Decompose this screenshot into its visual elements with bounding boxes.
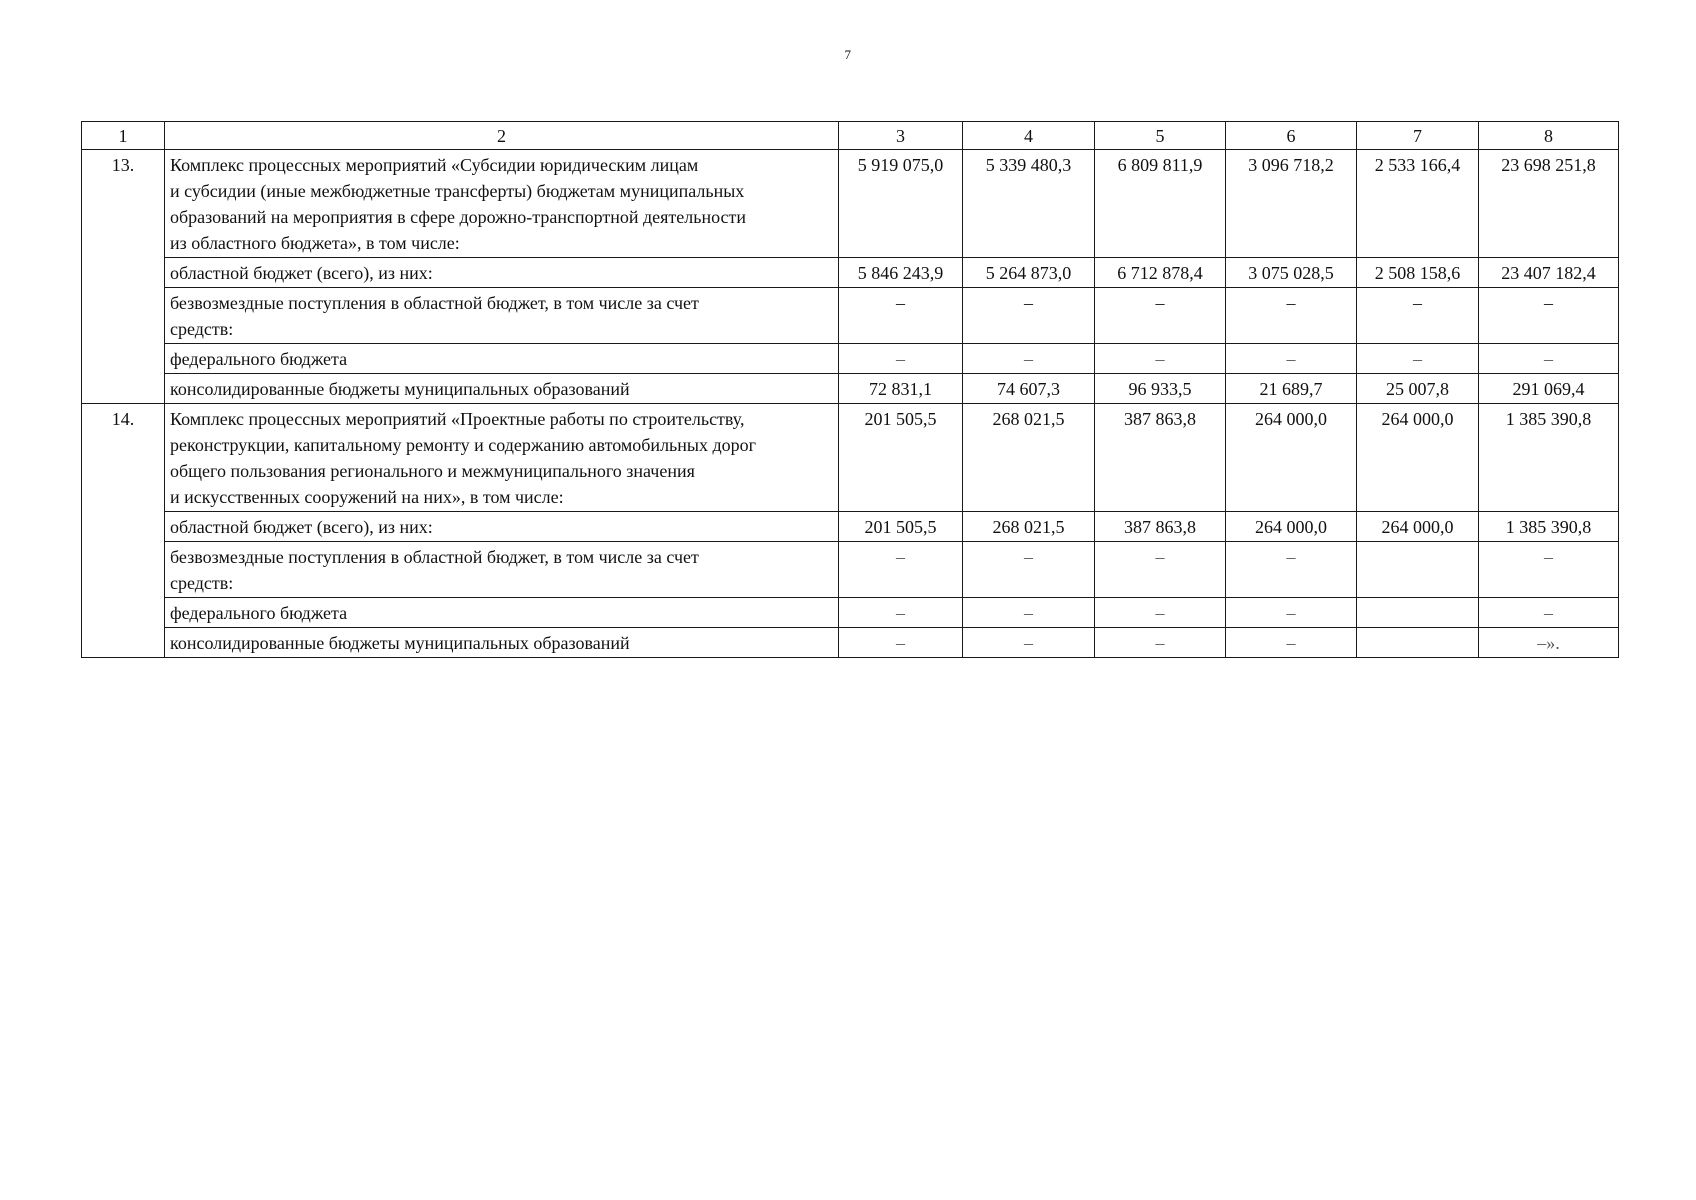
- header-cell: 2: [165, 122, 839, 150]
- table-row: [82, 512, 1619, 542]
- value-cell: 264 000,0: [1357, 512, 1479, 542]
- value-cell: –».: [1479, 628, 1619, 658]
- header-cell: 5: [1095, 122, 1226, 150]
- description-line: федерального бюджета: [170, 349, 348, 369]
- row-description: [165, 258, 839, 288]
- value-cell: –: [1095, 288, 1226, 344]
- value-cell: 3 096 718,2: [1226, 150, 1357, 258]
- value-cell: 25 007,8: [1357, 374, 1479, 404]
- description-line: средств:: [170, 573, 234, 593]
- value-cell: –: [1095, 344, 1226, 374]
- value-cell: 96 933,5: [1095, 374, 1226, 404]
- description-line: и субсидии (иные межбюджетные трансферты) бюджетам муниципальных: [170, 181, 745, 201]
- value-cell: 23 698 251,8: [1479, 150, 1619, 258]
- description-line: областной бюджет (всего), из них:: [170, 517, 433, 537]
- value-cell: 6 809 811,9: [1095, 150, 1226, 258]
- value-cell: 1 385 390,8: [1479, 512, 1619, 542]
- value-cell: 264 000,0: [1226, 512, 1357, 542]
- value-cell: –: [1226, 598, 1357, 628]
- value-cell: –: [1479, 598, 1619, 628]
- value-cell: –: [963, 344, 1095, 374]
- value-cell: 3 075 028,5: [1226, 258, 1357, 288]
- description-line: областной бюджет (всего), из них:: [170, 263, 433, 283]
- row-description: [165, 288, 839, 344]
- table-row: [82, 374, 1619, 404]
- value-cell: –: [1095, 628, 1226, 658]
- budget-table: [81, 121, 1619, 658]
- description-line: Комплекс процессных мероприятий «Субсидии юридическим лицам: [170, 155, 699, 175]
- value-cell: [1357, 628, 1479, 658]
- header-cell: 1: [82, 122, 165, 150]
- description-line: федерального бюджета: [170, 603, 348, 623]
- value-cell: 23 407 182,4: [1479, 258, 1619, 288]
- header-cell: 7: [1357, 122, 1479, 150]
- value-cell: 5 264 873,0: [963, 258, 1095, 288]
- value-cell: –: [963, 288, 1095, 344]
- value-cell: –: [1095, 598, 1226, 628]
- value-cell: –: [963, 598, 1095, 628]
- description-line: реконструкции, капитальному ремонту и содержанию автомобильных дорог: [170, 435, 757, 455]
- table-row: [82, 288, 1619, 344]
- value-cell: 201 505,5: [839, 404, 963, 512]
- table-row: [82, 542, 1619, 598]
- value-cell: –: [839, 344, 963, 374]
- value-cell: –: [1479, 542, 1619, 598]
- value-cell: 74 607,3: [963, 374, 1095, 404]
- value-cell: 291 069,4: [1479, 374, 1619, 404]
- value-cell: 268 021,5: [963, 512, 1095, 542]
- row-number: 14.: [82, 404, 165, 658]
- value-cell: [1357, 542, 1479, 598]
- value-cell: –: [839, 288, 963, 344]
- value-cell: –: [839, 598, 963, 628]
- table-row: [82, 404, 1619, 512]
- row-description: [165, 598, 839, 628]
- value-cell: 268 021,5: [963, 404, 1095, 512]
- value-cell: 5 846 243,9: [839, 258, 963, 288]
- table-row: [82, 258, 1619, 288]
- row-description: [165, 374, 839, 404]
- value-cell: 72 831,1: [839, 374, 963, 404]
- description-line: средств:: [170, 319, 234, 339]
- description-line: общего пользования регионального и межмуниципального значения: [170, 461, 695, 481]
- value-cell: 1 385 390,8: [1479, 404, 1619, 512]
- value-cell: –: [839, 542, 963, 598]
- value-cell: [1357, 598, 1479, 628]
- value-cell: –: [1226, 344, 1357, 374]
- description-line: консолидированные бюджеты муниципальных образований: [170, 633, 630, 653]
- value-cell: 264 000,0: [1357, 404, 1479, 512]
- page-number: 7: [844, 47, 852, 62]
- description-line: консолидированные бюджеты муниципальных образований: [170, 379, 630, 399]
- description-line: безвозмездные поступления в областной бюджет, в том числе за счет: [170, 547, 699, 567]
- value-cell: –: [1095, 542, 1226, 598]
- description-line: и искусственных сооружений на них», в том числе:: [170, 487, 564, 507]
- table-row: [82, 344, 1619, 374]
- value-cell: –: [963, 542, 1095, 598]
- value-cell: 2 508 158,6: [1357, 258, 1479, 288]
- value-cell: –: [963, 628, 1095, 658]
- header-cell: 6: [1226, 122, 1357, 150]
- value-cell: –: [1479, 344, 1619, 374]
- row-description: [165, 404, 839, 512]
- value-cell: 2 533 166,4: [1357, 150, 1479, 258]
- header-cell: 8: [1479, 122, 1619, 150]
- value-cell: 5 919 075,0: [839, 150, 963, 258]
- value-cell: 6 712 878,4: [1095, 258, 1226, 288]
- header-cell: 3: [839, 122, 963, 150]
- description-line: из областного бюджета», в том числе:: [170, 233, 460, 253]
- value-cell: –: [1357, 344, 1479, 374]
- row-description: [165, 542, 839, 598]
- value-cell: 387 863,8: [1095, 404, 1226, 512]
- value-cell: –: [839, 628, 963, 658]
- value-cell: –: [1226, 288, 1357, 344]
- row-number: 13.: [82, 150, 165, 404]
- value-cell: 264 000,0: [1226, 404, 1357, 512]
- description-line: Комплекс процессных мероприятий «Проектные работы по строительству,: [170, 409, 745, 429]
- row-description: [165, 150, 839, 258]
- description-line: безвозмездные поступления в областной бюджет, в том числе за счет: [170, 293, 699, 313]
- table-body: [82, 150, 1619, 658]
- row-description: [165, 628, 839, 658]
- header-cell: 4: [963, 122, 1095, 150]
- row-description: [165, 512, 839, 542]
- value-cell: 387 863,8: [1095, 512, 1226, 542]
- value-cell: –: [1226, 542, 1357, 598]
- table-row: [82, 628, 1619, 658]
- value-cell: 201 505,5: [839, 512, 963, 542]
- description-line: образований на мероприятия в сфере дорожно-транспортной деятельности: [170, 207, 747, 227]
- value-cell: –: [1226, 628, 1357, 658]
- row-description: [165, 344, 839, 374]
- table-row: [82, 598, 1619, 628]
- value-cell: –: [1479, 288, 1619, 344]
- table-row: [82, 150, 1619, 258]
- value-cell: 21 689,7: [1226, 374, 1357, 404]
- header-row: [82, 122, 1619, 150]
- value-cell: 5 339 480,3: [963, 150, 1095, 258]
- value-cell: –: [1357, 288, 1479, 344]
